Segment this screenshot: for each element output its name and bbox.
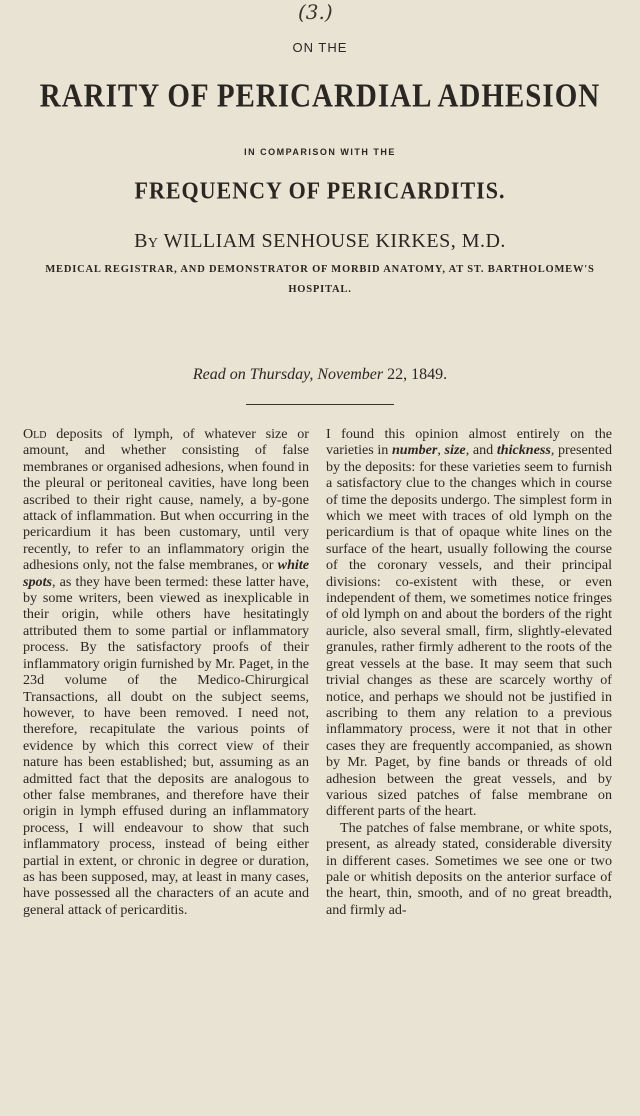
handwritten-page-note: (3.) xyxy=(298,0,333,24)
paragraph-text: , and xyxy=(465,442,497,459)
author-affiliation: MEDICAL REGISTRAR, AND DEMONSTRATOR OF MORBID ANATOMY, AT ST. BARTHOLOMEW'S xyxy=(45,264,595,275)
read-date xyxy=(0,366,640,384)
body-column-right xyxy=(326,426,612,918)
paragraph-text: deposits of lymph, of whatever size or amount, and whether consisting of false membranes or organised adhesions, when found in the pleural or peritoneal cavities, have long been ascribed to their right cause, namely, a by-gone attack of inflammation. But when occurring in the pericardium it has been customary, until very recently, to refer to an inflammatory origin the adhesions only, not the false membranes, or xyxy=(23,426,309,574)
author-byline xyxy=(0,230,640,253)
paragraph-text: , presented by the deposits: for these varieties seem to furnish a satisfactory clue to the changes which in course of time the deposits undergo. The simplest form in which we meet with traces of old lymph on the pericardium is that of opaque white lines on the surface of the heart, usually following the course of the coronary vessels, and their principal divisions: co-existent with these, or even independent of them, we sometimes notice fringes of old lymph on and about the borders of the right auricle, also several small, firm, slightly-elevated granules, rather firmly adherent to the roots of the great vessels at the base. It may seem that such trivial changes as these are scarcely worthy of notice, and perhaps we should not be justified in ascribing to them any relation to a previous inflammatory process, were it not that in other cases they are frequently accompanied, as shown by Mr. Paget, by fine bands or threads of old adhesion between the great vessels, and by various sized patches of false membrane on different parts of the heart. xyxy=(326,442,613,820)
drop-cap-word: Old xyxy=(23,426,47,442)
emphasis-text: white spots xyxy=(23,557,309,590)
title-connector: IN COMPARISON WITH THE xyxy=(244,147,396,157)
read-date-prefix: Read on Thursday, November xyxy=(192,366,384,383)
body-paragraph xyxy=(326,426,612,820)
article-title: RARITY OF PERICARDIAL ADHESION xyxy=(39,77,601,115)
title-preface: ON THE xyxy=(292,40,348,55)
read-date-value: 22, 1849. xyxy=(387,366,448,383)
byline-by: By xyxy=(134,230,159,252)
body-paragraph: The patches of false membrane, or white spots, present, as already stated, considerable diversity in different cases. Sometimes we see one or two pale or whitish deposits on the anterior surface of the heart, thin, smooth, and of no great breadth, and firmly ad- xyxy=(326,819,612,918)
article-subtitle: FREQUENCY OF PERICARDITIS. xyxy=(134,176,506,205)
body-paragraph xyxy=(23,426,309,918)
body-column-left xyxy=(23,426,309,918)
emphasis-text: size xyxy=(444,442,466,459)
paragraph-text: , as they have been termed: these latter have, by some writers, been viewed as inexplicable in their origin, while others have hesitatingly attributed them to some partial or inflammatory process. By the satisfactory proofs of their inflammatory origin furnished by Mr. Paget, in the 23d volume of the Medico-Chirurgical Transactions, all doubt on the subject seems, however, to have been removed. I need not, therefore, recapitulate the various points of evidence by which this correct view of their nature has been established; but, assuming as an admitted fact that the deposits are analogous to other false membranes, and therefore have their origin in lymph effused during an inflammatory process, I will endeavour to show that such inflammatory process, instead of being either partial in extent, or chronic in degree or duration, as has been supposed, may, at least in many cases, have possessed all the characters of an acute and general attack of pericarditis. xyxy=(23,573,309,918)
author-affiliation-continued: HOSPITAL. xyxy=(288,284,352,295)
author-name: WILLIAM SENHOUSE KIRKES, M.D. xyxy=(163,230,506,252)
paragraph-text: , xyxy=(437,442,445,459)
paragraph-text: I found this opinion almost entirely on the varieties in xyxy=(326,426,612,459)
emphasis-text: number xyxy=(391,442,438,459)
section-divider xyxy=(246,404,394,405)
emphasis-text: thickness xyxy=(496,442,551,459)
